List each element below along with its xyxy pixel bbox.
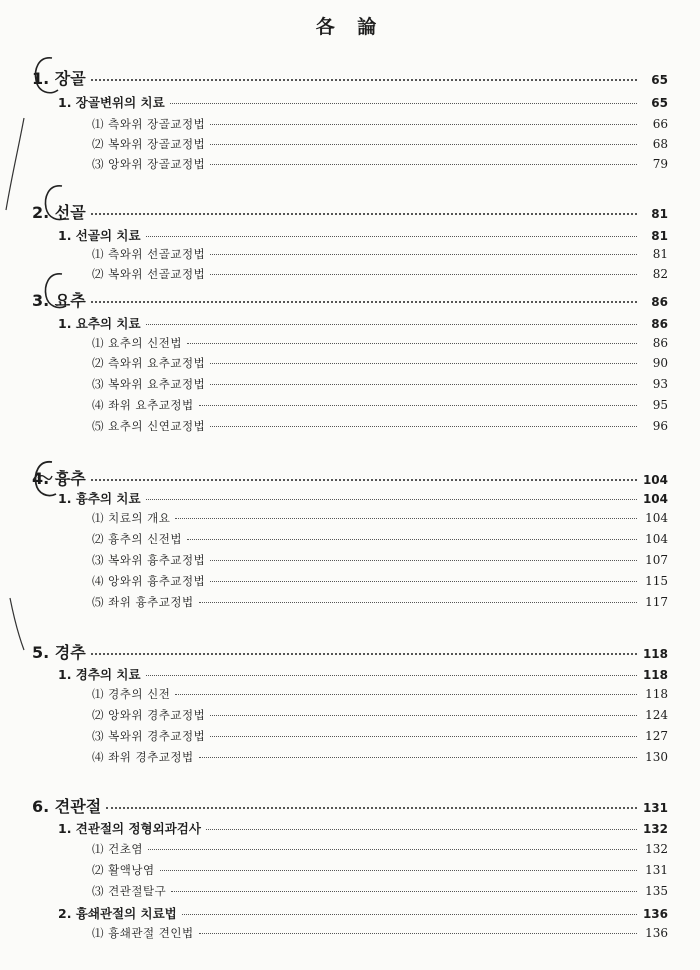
entry-label: 1. 장골변위의 치료	[58, 95, 165, 110]
entry-page-number: 131	[642, 801, 668, 815]
subsection-entry	[92, 573, 668, 589]
subsection-entry	[92, 728, 668, 744]
subsection-entry	[92, 376, 668, 392]
entry-page-number: 118	[642, 668, 668, 682]
entry-label: ⑸ 요추의 신연교정법	[92, 419, 206, 433]
entry-label: 2. 흉쇄관절의 치료법	[58, 906, 177, 921]
entry-page-number: 107	[645, 553, 668, 567]
entry-label: ⑷ 앙와위 흉추교정법	[92, 574, 206, 588]
subsection-entry	[92, 925, 668, 941]
subsection-entry	[92, 335, 668, 351]
subsection-entry	[92, 116, 668, 132]
entry-page-number: 65	[651, 96, 668, 110]
entry-label: ⑴ 치료의 개요	[92, 511, 171, 525]
subsection-entry	[92, 862, 668, 878]
entry-label: ⑴ 측와위 장골교정법	[92, 117, 206, 131]
entry-page-number: 118	[642, 647, 668, 661]
entry-page-number: 104	[642, 473, 668, 487]
page-title: 各 論	[315, 16, 385, 38]
entry-label: ⑵ 흉추의 신전법	[92, 532, 182, 546]
entry-page-number: 82	[652, 267, 668, 281]
dot-leader	[210, 254, 637, 255]
entry-label: ⑵ 앙와위 경추교정법	[92, 708, 206, 722]
dot-leader	[210, 363, 637, 364]
entry-page-number: 66	[652, 117, 668, 131]
entry-label: ⑷ 좌위 요추교정법	[92, 398, 194, 412]
dot-leader	[199, 405, 637, 406]
dot-leader	[91, 653, 637, 655]
subsection-entry	[92, 841, 668, 857]
entry-page-number: 115	[645, 574, 668, 588]
chapter-entry	[32, 288, 668, 311]
subsection-entry	[92, 531, 668, 547]
entry-label: ⑴ 측와위 선골교정법	[92, 247, 206, 261]
subsection-entry	[92, 397, 668, 413]
entry-label: ⑴ 건초염	[92, 842, 143, 856]
entry-label: ⑷ 좌위 경추교정법	[92, 750, 194, 764]
entry-label: 1. 선골의 치료	[58, 228, 141, 243]
subsection-entry	[92, 418, 668, 434]
entry-page-number: 136	[642, 907, 668, 921]
dot-leader	[91, 213, 637, 215]
entry-label: ⑶ 복와위 흉추교정법	[92, 553, 206, 567]
subsection-entry	[92, 749, 668, 765]
entry-label: ⑵ 복와위 선골교정법	[92, 267, 206, 281]
section-entry	[58, 314, 668, 332]
entry-label: ⑶ 복와위 요추교정법	[92, 377, 206, 391]
entry-label: ⑵ 활액낭염	[92, 863, 155, 877]
dot-leader	[210, 164, 637, 165]
entry-page-number: 136	[645, 926, 668, 940]
entry-page-number: 130	[645, 750, 668, 764]
entry-label: ⑴ 요추의 신전법	[92, 336, 182, 350]
dot-leader	[210, 426, 637, 427]
entry-page-number: 131	[645, 863, 668, 877]
entry-page-number: 127	[645, 729, 668, 743]
chapter-entry	[32, 200, 668, 223]
entry-label: 2. 선골	[32, 203, 86, 222]
dot-leader	[146, 675, 637, 676]
entry-page-number: 79	[652, 157, 668, 171]
entry-page-number: 104	[645, 511, 668, 525]
pen-margin-stroke-2	[10, 598, 24, 650]
entry-page-number: 86	[651, 317, 668, 331]
entry-label: ⑸ 좌위 흉추교정법	[92, 595, 194, 609]
subsection-entry	[92, 156, 668, 172]
dot-leader	[171, 891, 637, 892]
subsection-entry	[92, 686, 668, 702]
entry-label: ⑵ 복와위 장골교정법	[92, 137, 206, 151]
dot-leader	[175, 518, 637, 519]
chapter-entry	[32, 66, 668, 89]
entry-page-number: 81	[651, 229, 668, 243]
subsection-entry	[92, 883, 668, 899]
entry-label: 1. 견관절의 정형외과검사	[58, 821, 201, 836]
entry-page-number: 68	[652, 137, 668, 151]
subsection-entry	[92, 136, 668, 152]
entry-page-number: 104	[642, 492, 668, 506]
dot-leader	[91, 479, 637, 481]
entry-page-number: 124	[645, 708, 668, 722]
section-entry	[58, 489, 668, 507]
subsection-entry	[92, 266, 668, 282]
subsection-entry	[92, 510, 668, 526]
dot-leader	[210, 715, 637, 716]
dot-leader	[199, 933, 637, 934]
section-entry	[58, 226, 668, 244]
entry-page-number: 93	[652, 377, 668, 391]
entry-label: 5. 경추	[32, 643, 86, 662]
dot-leader	[210, 124, 637, 125]
entry-label: 1. 요추의 치료	[58, 316, 141, 331]
dot-leader	[146, 499, 637, 500]
dot-leader	[210, 274, 637, 275]
entry-page-number: 96	[652, 419, 668, 433]
subsection-entry	[92, 552, 668, 568]
entry-label: ⑵ 측와위 요추교정법	[92, 356, 206, 370]
entry-label: ⑶ 견관절탈구	[92, 884, 167, 898]
dot-leader	[210, 384, 637, 385]
dot-leader	[210, 581, 637, 582]
dot-leader	[106, 807, 637, 809]
dot-leader	[187, 539, 637, 540]
chapter-entry	[32, 640, 668, 663]
section-entry	[58, 93, 668, 111]
entry-page-number: 117	[645, 595, 668, 609]
dot-leader	[91, 301, 637, 303]
dot-leader	[146, 236, 637, 237]
entry-page-number: 81	[652, 247, 668, 261]
pen-margin-stroke-1	[6, 118, 24, 210]
entry-page-number: 132	[642, 822, 668, 836]
entry-label: 1. 흉추의 치료	[58, 491, 141, 506]
section-entry	[58, 665, 668, 683]
entry-page-number: 65	[651, 73, 668, 87]
entry-page-number: 95	[652, 398, 668, 412]
dot-leader	[210, 560, 637, 561]
entry-label: ⑴ 경추의 신전	[92, 687, 171, 701]
entry-page-number: 135	[645, 884, 668, 898]
entry-page-number: 118	[645, 687, 668, 701]
section-entry	[58, 819, 668, 837]
dot-leader	[175, 694, 637, 695]
dot-leader	[146, 324, 637, 325]
section-entry	[58, 904, 668, 922]
entry-label: ⑶ 앙와위 장골교정법	[92, 157, 206, 171]
dot-leader	[148, 849, 637, 850]
dot-leader	[210, 144, 637, 145]
entry-page-number: 81	[651, 207, 668, 221]
entry-page-number: 86	[651, 295, 668, 309]
chapter-entry	[32, 794, 668, 817]
dot-leader	[206, 829, 637, 830]
dot-leader	[199, 757, 637, 758]
dot-leader	[210, 736, 637, 737]
subsection-entry	[92, 246, 668, 262]
entry-page-number: 132	[645, 842, 668, 856]
dot-leader	[91, 79, 637, 81]
subsection-entry	[92, 355, 668, 371]
dot-leader	[170, 103, 637, 104]
dot-leader	[160, 870, 637, 871]
entry-label: 4. 흉추	[32, 469, 86, 488]
subsection-entry	[92, 707, 668, 723]
entry-label: 3. 요추	[32, 291, 86, 310]
entry-label: ⑶ 복와위 경추교정법	[92, 729, 206, 743]
entry-label: ⑴ 흉쇄관절 견인법	[92, 926, 194, 940]
entry-page-number: 86	[652, 336, 668, 350]
chapter-entry	[32, 466, 668, 489]
dot-leader	[187, 343, 637, 344]
entry-label: 1. 경추의 치료	[58, 667, 141, 682]
entry-label: 6. 견관절	[32, 797, 102, 816]
dot-leader	[199, 602, 637, 603]
entry-page-number: 104	[645, 532, 668, 546]
entry-label: 1. 장골	[32, 69, 86, 88]
subsection-entry	[92, 594, 668, 610]
dot-leader	[182, 914, 637, 915]
entry-page-number: 90	[652, 356, 668, 370]
